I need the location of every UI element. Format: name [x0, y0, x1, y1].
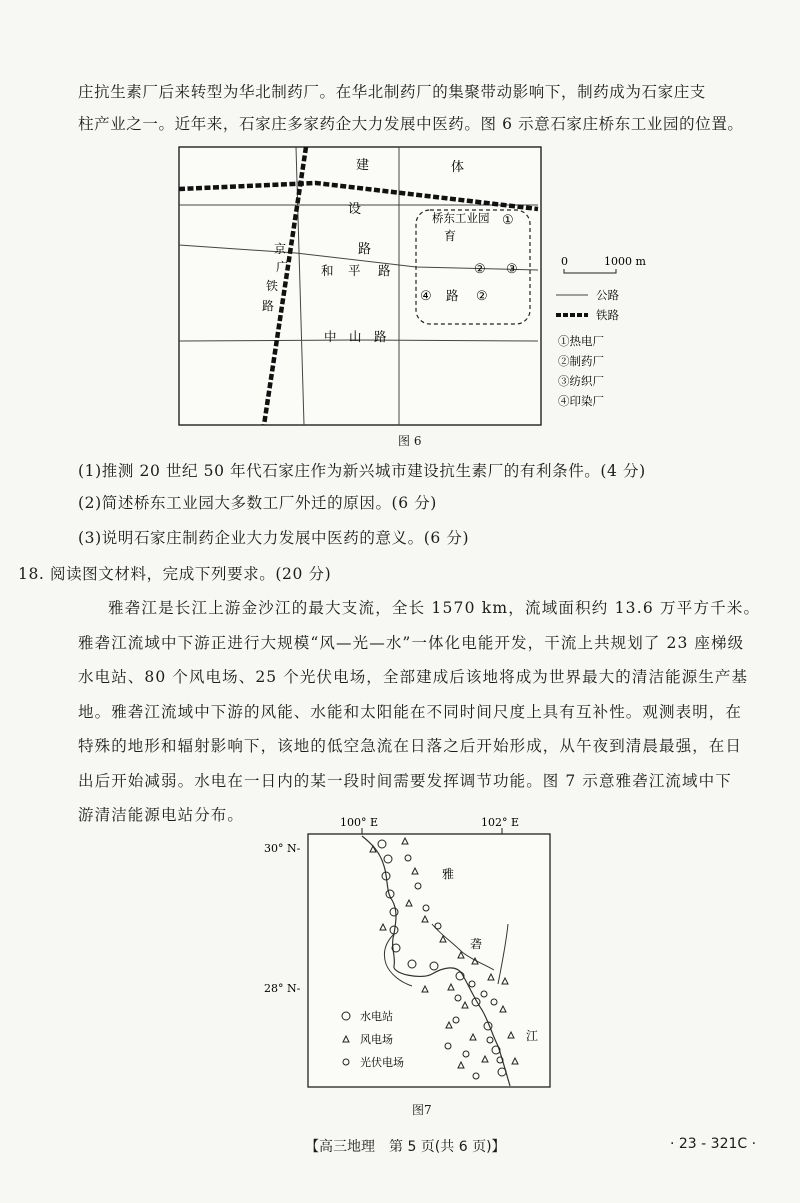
fig6-marker-2a: ②: [474, 262, 486, 277]
fig6-legend-item-4: ④印染厂: [558, 394, 604, 408]
q18-line-6: 出后开始减弱。水电在一日内的某一段时间需要发挥调节功能。图 7 示意雅砻江流域中下: [78, 772, 732, 790]
fig6-label-ping: 平: [348, 263, 361, 278]
fig7-legend-wind: 风电场: [360, 1033, 393, 1046]
fig6-label-lu4: 路: [446, 288, 459, 303]
figure-6-caption: 图 6: [398, 434, 422, 448]
fig6-label-yu: 育: [444, 229, 457, 243]
question-17-1: (1)推测 20 世纪 50 年代石家庄作为新兴城市建设抗生素厂的有利条件。(4 分): [78, 462, 646, 480]
fig6-label-she: 设: [348, 202, 362, 217]
fig6-legend-item-2: ②制药厂: [558, 354, 604, 368]
footer-code: · 23 - 321C ·: [670, 1136, 757, 1152]
q18-line-7: 游清洁能源电站分布。: [78, 806, 245, 824]
fig6-marker-2b: ②: [476, 289, 488, 304]
fig7-river-char-2: 砻: [470, 937, 483, 951]
fig7-lat-28: 28° N-: [264, 982, 301, 995]
fig6-label-zhongshan: 中 山 路: [324, 329, 387, 344]
q18-line-2: 雅砻江流域中下游正进行大规模“风—光—水”一体化电能开发，干流上共规划了 23 座梯级: [78, 634, 745, 652]
fig6-marker-1: ①: [502, 213, 514, 228]
figure-6-map: [176, 145, 676, 430]
fig6-park-label: 桥东工业园: [432, 211, 490, 225]
fig7-lon-100: 100° E: [340, 816, 379, 829]
fig6-label-guang: 广: [276, 260, 289, 274]
footer-page-info: 【高三地理 第 5 页(共 6 页)】: [305, 1139, 506, 1155]
fig6-label-lu2: 路: [262, 299, 275, 313]
fig7-lat-30: 30° N-: [264, 842, 301, 855]
question-18-heading: 18. 阅读图文材料，完成下列要求。(20 分): [18, 565, 332, 583]
figure-7-map: [262, 814, 562, 1089]
intro-line-1: 庄抗生素厂后来转型为华北制药厂。在华北制药厂的集聚带动影响下，制药成为石家庄支: [78, 83, 706, 101]
q18-line-4: 地。雅砻江流域中下游的风能、水能和太阳能在不同时间尺度上具有互补性。观测表明，在: [78, 703, 743, 721]
fig7-legend-pv: 光伏电场: [360, 1056, 404, 1069]
fig7-lon-102: 102° E: [481, 816, 520, 829]
fig6-marker-4: ④: [420, 289, 432, 304]
fig6-label-jing: 京: [274, 242, 287, 256]
fig6-legend-item-3: ③纺织厂: [558, 374, 604, 388]
fig6-label-he: 和: [321, 263, 334, 278]
fig6-label-tie: 铁: [266, 279, 279, 293]
fig6-legend-item-1: ①热电厂: [558, 334, 604, 348]
fig6-label-lu3: 路: [378, 263, 391, 278]
question-17-2: (2)简述桥东工业园大多数工厂外迁的原因。(6 分): [78, 494, 437, 512]
fig6-scale-bar: [564, 269, 616, 273]
fig7-frame: [308, 834, 550, 1087]
fig6-scale-zero: 0: [561, 255, 568, 268]
figure-7-caption: 图7: [412, 1103, 432, 1117]
fig7-legend-hydro: 水电站: [360, 1010, 393, 1023]
fig6-label-ti: 体: [451, 160, 465, 175]
question-17-3: (3)说明石家庄制药企业大力发展中医药的意义。(6 分): [78, 529, 470, 547]
q18-line-1: 雅砻江是长江上游金沙江的最大支流，全长 1570 km，流域面积约 13.6 万平方千米。: [108, 599, 761, 617]
fig7-river-char-1: 雅: [442, 867, 455, 881]
fig6-scale-end: 1000 m: [604, 255, 646, 268]
q18-line-3: 水电站、80 个风电场、25 个光伏电场，全部建成后该地将成为世界最大的清洁能源生产基: [78, 668, 749, 686]
fig6-legend-road: 公路: [596, 288, 619, 302]
fig6-legend-rail: 铁路: [596, 308, 619, 322]
fig6-label-lu: 路: [358, 242, 372, 257]
fig6-label-jian: 建: [356, 158, 370, 173]
q18-line-5: 特殊的地形和辐射影响下，该地的低空急流在日落之后开始形成，从午夜到清晨最强，在日: [78, 737, 743, 755]
fig7-river-char-3: 江: [526, 1029, 539, 1043]
intro-line-2: 柱产业之一。近年来，石家庄多家药企大力发展中医药。图 6 示意石家庄桥东工业园的位置。: [78, 115, 744, 133]
fig6-marker-3: ③: [506, 262, 518, 277]
